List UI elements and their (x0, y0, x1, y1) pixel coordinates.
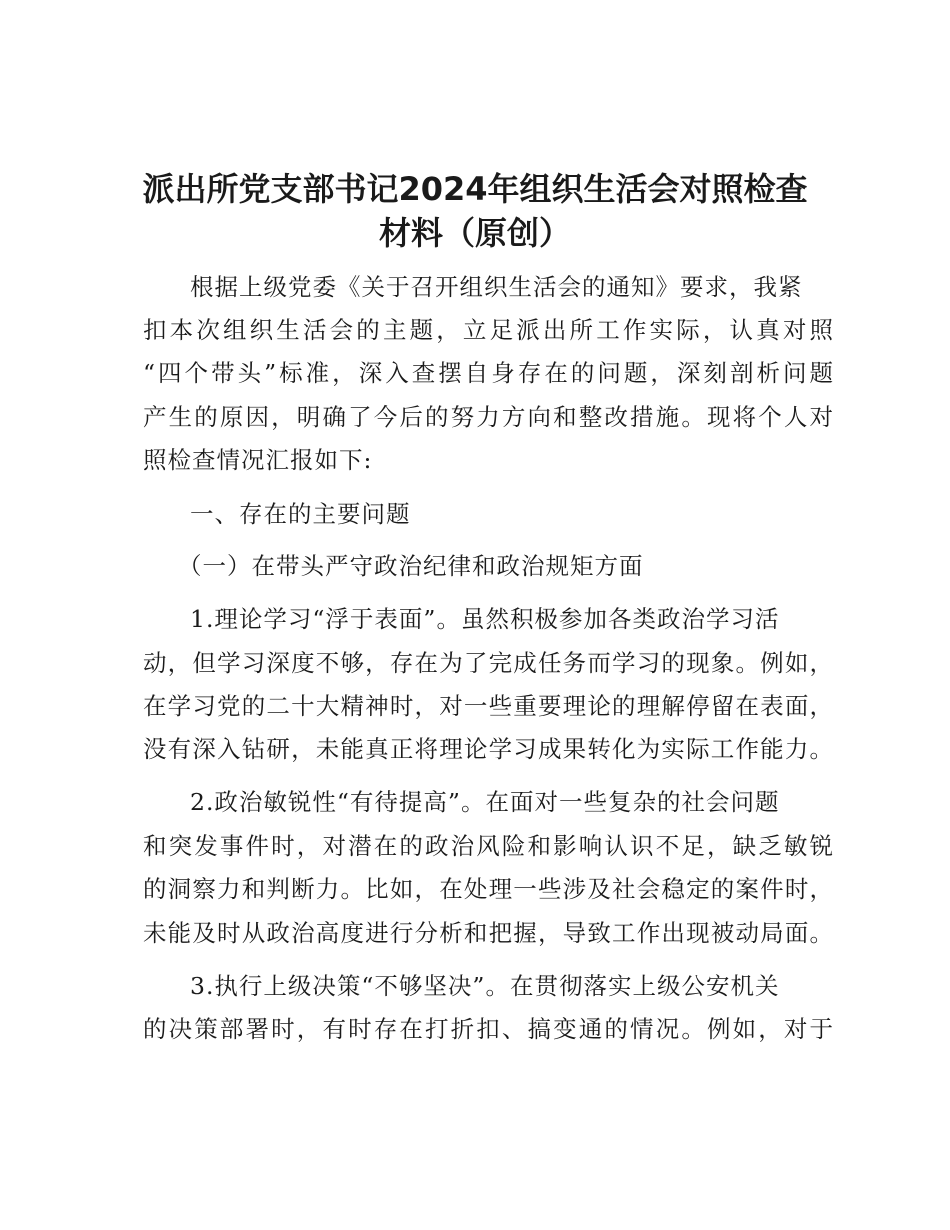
item-1-line-1: 1.理论学习“浮于表面”。虽然积极参加各类政治学习活 (190, 605, 780, 633)
intro-line-5: 照检查情况汇报如下: (143, 446, 373, 474)
item-3-line-2: 的决策部署时，有时存在打折扣、搞变通的情况。例如，对于 (143, 1015, 833, 1043)
item-2-line-4: 未能及时从政治高度进行分析和把握，导致工作出现被动局面。 (143, 919, 833, 947)
document-title-line-1: 派出所党支部书记2024年组织生活会对照检查 (142, 170, 808, 208)
item-2-line-2: 和突发事件时，对潜在的政治风险和影响认识不足，缺乏敏锐 (143, 832, 833, 860)
section-heading: 一、存在的主要问题 (190, 500, 411, 528)
item-1-line-2: 动，但学习深度不够，存在为了完成任务而学习的现象。例如， (143, 649, 833, 677)
intro-line-4: 产生的原因，明确了今后的努力方向和整改措施。现将个人对 (143, 403, 833, 431)
item-3-line-1: 3.执行上级决策“不够坚决”。在贯彻落实上级公安机关 (190, 972, 780, 1000)
intro-line-2: 扣本次组织生活会的主题，立足派出所工作实际，认真对照 (143, 316, 833, 344)
item-1-line-4: 没有深入钻研，未能真正将理论学习成果转化为实际工作能力。 (143, 735, 833, 763)
item-1-line-3: 在学习党的二十大精神时，对一些重要理论的理解停留在表面， (143, 692, 833, 720)
item-2-line-3: 的洞察力和判断力。比如，在处理一些涉及社会稳定的案件时， (143, 875, 833, 903)
subsection-heading: （一）在带头严守政治纪律和政治规矩方面 (178, 552, 644, 580)
intro-line-1: 根据上级党委《关于召开组织生活会的通知》要求，我紧 (190, 273, 803, 301)
item-2-line-1: 2.政治敏锐性“有待提高”。在面对一些复杂的社会问题 (190, 788, 780, 816)
document-title-line-2: 材料（原创） (378, 214, 571, 252)
intro-line-3: “四个带头”标准，深入查摆自身存在的问题，深刻剖析问题 (143, 359, 833, 387)
